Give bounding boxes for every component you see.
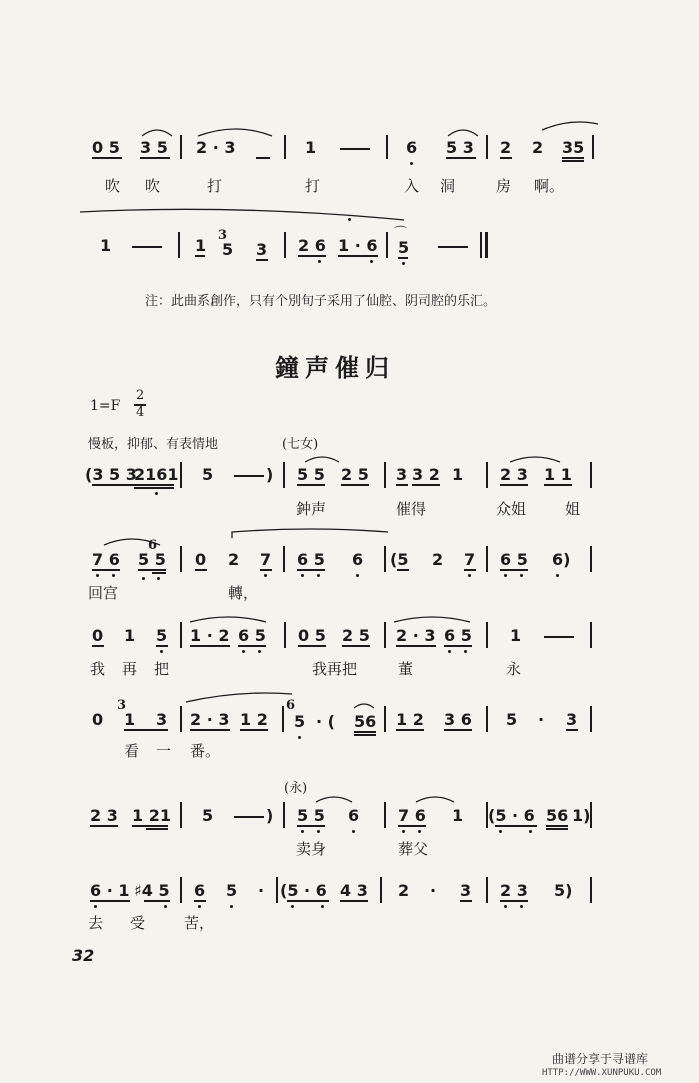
note: 3 2 <box>412 465 440 484</box>
grace-note: 3 <box>117 698 127 713</box>
lyric: 再 <box>122 660 138 678</box>
dot <box>264 574 267 577</box>
barline <box>386 135 388 159</box>
barline <box>283 462 285 488</box>
dot <box>112 574 115 577</box>
underline <box>132 825 168 827</box>
note: 5 <box>506 710 518 729</box>
key-signature: 1=F <box>90 398 121 414</box>
underline <box>190 729 230 731</box>
slur <box>540 118 600 132</box>
lyric: 洞 <box>440 177 456 195</box>
note: 1 <box>452 465 464 484</box>
barline <box>178 232 180 258</box>
barline <box>180 546 182 572</box>
underline <box>396 729 424 731</box>
note: 1 2 <box>396 710 424 729</box>
slur <box>508 452 562 464</box>
note: 1) <box>572 806 591 825</box>
note: 2 · 3 <box>396 626 436 645</box>
dot <box>448 650 451 653</box>
underline <box>152 572 166 574</box>
lyric: 鈡声 <box>296 500 327 518</box>
note: 5 5 <box>297 806 325 825</box>
barline <box>486 462 488 488</box>
annotation-note: 注：此曲系創作，只有个別旬子采用了仙腔、阴司腔的乐汇。 <box>145 294 497 309</box>
note: 0 5 <box>298 626 326 645</box>
lyric: 房 <box>496 177 512 195</box>
note: 0 <box>92 626 104 645</box>
note: 5 <box>398 238 410 257</box>
note: 3 5 <box>140 138 168 157</box>
lyric: 番。 <box>190 742 221 760</box>
underline <box>92 157 122 159</box>
underline <box>340 900 368 902</box>
barline <box>282 706 284 732</box>
underline <box>500 484 528 486</box>
note: 2 <box>500 138 512 157</box>
underline <box>124 729 168 731</box>
note: 2 · 3 <box>196 138 236 157</box>
note: 1 · 2 <box>190 626 230 645</box>
lyric: 吹 <box>105 177 121 195</box>
note: 4 3 <box>340 881 368 900</box>
lyric: 受 <box>130 914 146 932</box>
note: 7 6 <box>398 806 426 825</box>
note: 3 <box>460 881 472 900</box>
underline <box>495 825 537 827</box>
slur <box>314 792 354 804</box>
slur <box>78 204 408 222</box>
dot <box>164 905 167 908</box>
note: 1 <box>452 806 464 825</box>
dot <box>402 830 405 833</box>
note: 5 3 <box>446 138 474 157</box>
underline <box>562 160 584 162</box>
note: 2 3 <box>90 806 118 825</box>
underline <box>144 900 170 902</box>
dash <box>340 148 370 150</box>
barline <box>180 877 182 903</box>
watermark-url: HTTP://WWW.XUNPUKU.COM <box>542 1068 662 1078</box>
note: 3 <box>156 710 168 729</box>
barline <box>386 232 388 258</box>
underline <box>90 900 130 902</box>
dot <box>410 162 413 165</box>
underline <box>134 484 174 486</box>
note: 6 · 1 <box>90 881 130 900</box>
note: 35 <box>562 138 585 157</box>
note: 6 5 <box>500 550 528 569</box>
slur <box>188 612 268 624</box>
dot <box>155 492 158 495</box>
lyric: 轉， <box>228 584 259 602</box>
barline <box>180 462 182 488</box>
dot <box>157 577 160 580</box>
slur <box>446 124 480 138</box>
underline <box>140 157 170 159</box>
barline <box>590 546 592 572</box>
note: 2 5 <box>341 465 369 484</box>
dot <box>317 574 320 577</box>
lyric: 一 <box>156 742 172 760</box>
barline <box>380 877 382 903</box>
underline <box>297 825 325 827</box>
barline <box>384 622 386 648</box>
dot <box>94 905 97 908</box>
underline <box>464 569 476 571</box>
dot <box>160 650 163 653</box>
dot <box>464 650 467 653</box>
dash <box>234 816 264 818</box>
dot <box>298 736 301 739</box>
underline <box>297 569 325 571</box>
note: 1 <box>124 626 136 645</box>
underline <box>298 645 326 647</box>
note: 5 5 <box>138 550 166 569</box>
note: 2161 <box>134 465 179 484</box>
note: 7 <box>464 550 476 569</box>
underline <box>398 257 408 259</box>
tempo-marking: 慢板，抑郁、有表情地 <box>88 437 219 452</box>
note: · ( <box>316 712 335 731</box>
note: 5 <box>202 465 214 484</box>
note: ♯4 5 <box>134 881 170 900</box>
lyric: 卖身 <box>296 840 327 858</box>
note: 6 <box>348 806 360 825</box>
underline <box>297 484 325 486</box>
note: ) <box>266 806 274 825</box>
underline <box>195 569 207 571</box>
underline <box>460 900 472 902</box>
barline <box>486 706 488 732</box>
underline <box>138 569 166 571</box>
note: 6 <box>352 550 364 569</box>
lyric: 董 <box>398 660 414 678</box>
note: · <box>430 881 437 900</box>
barline <box>590 877 592 903</box>
dot <box>356 574 359 577</box>
dot <box>318 260 321 263</box>
dash <box>544 636 574 638</box>
underline <box>342 645 370 647</box>
note: 3 <box>566 710 578 729</box>
lyric: 我 <box>90 660 106 678</box>
lyric: 打 <box>207 177 223 195</box>
note: 6) <box>552 550 571 569</box>
note: 1 · 6 <box>338 236 378 255</box>
underline <box>446 157 476 159</box>
underline <box>256 259 268 261</box>
underline <box>90 825 118 827</box>
lyric: 把 <box>154 660 170 678</box>
note: 2 <box>432 550 444 569</box>
note: 5 <box>226 881 238 900</box>
dot <box>468 574 471 577</box>
note: 3 <box>256 240 268 259</box>
underline <box>354 731 376 733</box>
slur <box>352 700 376 710</box>
note: 5 5 <box>297 465 325 484</box>
note: 6 <box>194 881 206 900</box>
slur <box>230 526 390 540</box>
barline <box>480 232 482 258</box>
underline <box>134 487 174 489</box>
underline <box>566 729 578 731</box>
note: 2 <box>398 881 410 900</box>
underline <box>546 825 568 827</box>
note: 7 6 <box>92 550 120 569</box>
underline <box>238 645 266 647</box>
dot <box>291 905 294 908</box>
note: 1 <box>124 710 136 729</box>
underline <box>562 157 584 159</box>
dot <box>556 574 559 577</box>
watermark-title: 曲谱分享于寻谱库 <box>552 1052 649 1066</box>
lyric: 啊。 <box>534 177 565 195</box>
underline <box>92 484 136 486</box>
lyric: 看 <box>124 742 140 760</box>
dot <box>370 260 373 263</box>
barline <box>486 135 488 159</box>
dot <box>242 650 245 653</box>
note: 1 <box>305 138 317 157</box>
lyric: 葬父 <box>398 840 429 858</box>
note: 2 <box>228 550 240 569</box>
dot <box>402 262 405 265</box>
barline <box>486 622 488 648</box>
barline <box>590 622 592 648</box>
underline <box>92 645 104 647</box>
slur <box>140 124 174 138</box>
grace-note: 6 <box>286 698 296 713</box>
note: 2 6 <box>298 236 326 255</box>
barline <box>486 546 488 572</box>
lyric: 我再把 <box>312 660 358 678</box>
lyric: 永 <box>506 660 522 678</box>
barline <box>180 622 182 648</box>
note: 2 3 <box>500 881 528 900</box>
note: 1 2 <box>240 710 268 729</box>
underline <box>146 828 168 830</box>
page-number: 32 <box>72 946 95 965</box>
underline <box>500 569 528 571</box>
dash <box>132 246 162 248</box>
dot <box>520 574 523 577</box>
barline <box>590 706 592 732</box>
note: 2 5 <box>342 626 370 645</box>
underline <box>398 825 426 827</box>
barline <box>384 546 386 572</box>
dot <box>142 577 145 580</box>
dot <box>520 905 523 908</box>
barline <box>486 877 488 903</box>
underline <box>298 255 326 257</box>
note: 3 <box>396 465 408 484</box>
underline <box>92 569 120 571</box>
underline <box>354 734 376 736</box>
slur <box>184 690 294 704</box>
dot <box>258 650 261 653</box>
note: (3 5 3 <box>85 465 137 484</box>
underline <box>256 157 270 159</box>
underline <box>412 484 440 486</box>
underline <box>341 484 369 486</box>
dot <box>317 830 320 833</box>
note: 3 6 <box>444 710 472 729</box>
fermata-icon: ⌒ <box>394 226 408 241</box>
note: 5 <box>222 240 234 259</box>
dot <box>230 905 233 908</box>
lyric: 入 <box>404 177 420 195</box>
barline <box>283 546 285 572</box>
note: 7 <box>260 550 272 569</box>
note: (5 <box>390 550 409 569</box>
underline <box>397 569 409 571</box>
underline <box>240 729 268 731</box>
dot <box>418 830 421 833</box>
underline <box>194 900 206 902</box>
note: · <box>258 881 265 900</box>
underline <box>156 645 168 647</box>
slur <box>414 792 456 804</box>
note: (5 · 6 <box>488 806 535 825</box>
underline <box>338 255 378 257</box>
barline <box>384 706 386 732</box>
dot <box>301 574 304 577</box>
dot <box>321 905 324 908</box>
barline <box>590 802 592 828</box>
note: 2 · 3 <box>190 710 230 729</box>
note: 56 <box>354 712 377 731</box>
barline <box>276 877 278 903</box>
dot <box>529 830 532 833</box>
lyric: 去 <box>88 914 104 932</box>
dash <box>234 475 264 477</box>
note: 1 <box>510 626 522 645</box>
song-title: 鐘声催归 <box>275 353 395 382</box>
note: ) <box>266 465 274 484</box>
slur <box>303 452 341 464</box>
note: 0 <box>92 710 104 729</box>
note: (5 · 6 <box>280 881 327 900</box>
slur <box>392 612 472 624</box>
dot <box>352 830 355 833</box>
note: 5 <box>156 626 168 645</box>
note: 6 5 <box>297 550 325 569</box>
dash <box>438 246 468 248</box>
note: 0 <box>195 550 207 569</box>
underline <box>444 729 472 731</box>
underline <box>444 645 472 647</box>
underline <box>260 569 272 571</box>
role-label: (永) <box>284 781 308 796</box>
lyric: 吹 <box>145 177 161 195</box>
underline <box>544 484 572 486</box>
lyric: 姐 <box>565 500 581 518</box>
dot <box>198 905 201 908</box>
lyric: 打 <box>305 177 321 195</box>
dot <box>301 830 304 833</box>
barline <box>384 802 386 828</box>
barline <box>384 462 386 488</box>
note: 1 21 <box>132 806 171 825</box>
barline <box>284 622 286 648</box>
note: 2 3 <box>500 465 528 484</box>
grace-note: 6 <box>148 538 158 553</box>
lyric: 回宫 <box>88 584 119 602</box>
note: 0 5 <box>92 138 120 157</box>
dot <box>348 218 351 221</box>
grace-note: 3 <box>218 228 228 243</box>
barline <box>590 462 592 488</box>
final-barline <box>485 232 488 258</box>
barline <box>180 135 182 159</box>
underline <box>396 484 408 486</box>
note: 6 5 <box>238 626 266 645</box>
note: 1 <box>195 236 207 255</box>
time-signature-bottom: 4 <box>136 405 145 420</box>
lyric: 催得 <box>396 500 427 518</box>
barline <box>284 232 286 258</box>
lyric: 众姐 <box>496 500 527 518</box>
note: 5) <box>554 881 573 900</box>
underline <box>287 900 329 902</box>
note: 56 <box>546 806 569 825</box>
underline <box>396 645 436 647</box>
role-label: (七女) <box>282 437 319 452</box>
barline <box>592 135 594 159</box>
dot <box>504 905 507 908</box>
note: 5 <box>294 712 306 731</box>
slur <box>196 124 276 138</box>
underline <box>195 255 205 257</box>
note: 6 <box>406 138 418 157</box>
underline <box>546 828 568 830</box>
barline <box>284 135 286 159</box>
underline <box>500 157 512 159</box>
underline <box>500 900 528 902</box>
barline <box>180 706 182 732</box>
note: 5 <box>202 806 214 825</box>
note: 6 5 <box>444 626 472 645</box>
note: 2 <box>532 138 544 157</box>
barline <box>283 802 285 828</box>
underline <box>190 645 230 647</box>
time-signature-top: 2 <box>136 388 145 403</box>
dot <box>499 830 502 833</box>
note: 1 <box>100 236 112 255</box>
dot <box>504 574 507 577</box>
barline <box>180 802 182 828</box>
note: 1 1 <box>544 465 572 484</box>
lyric: 苦， <box>184 914 215 932</box>
note: · <box>538 710 545 729</box>
dot <box>96 574 99 577</box>
